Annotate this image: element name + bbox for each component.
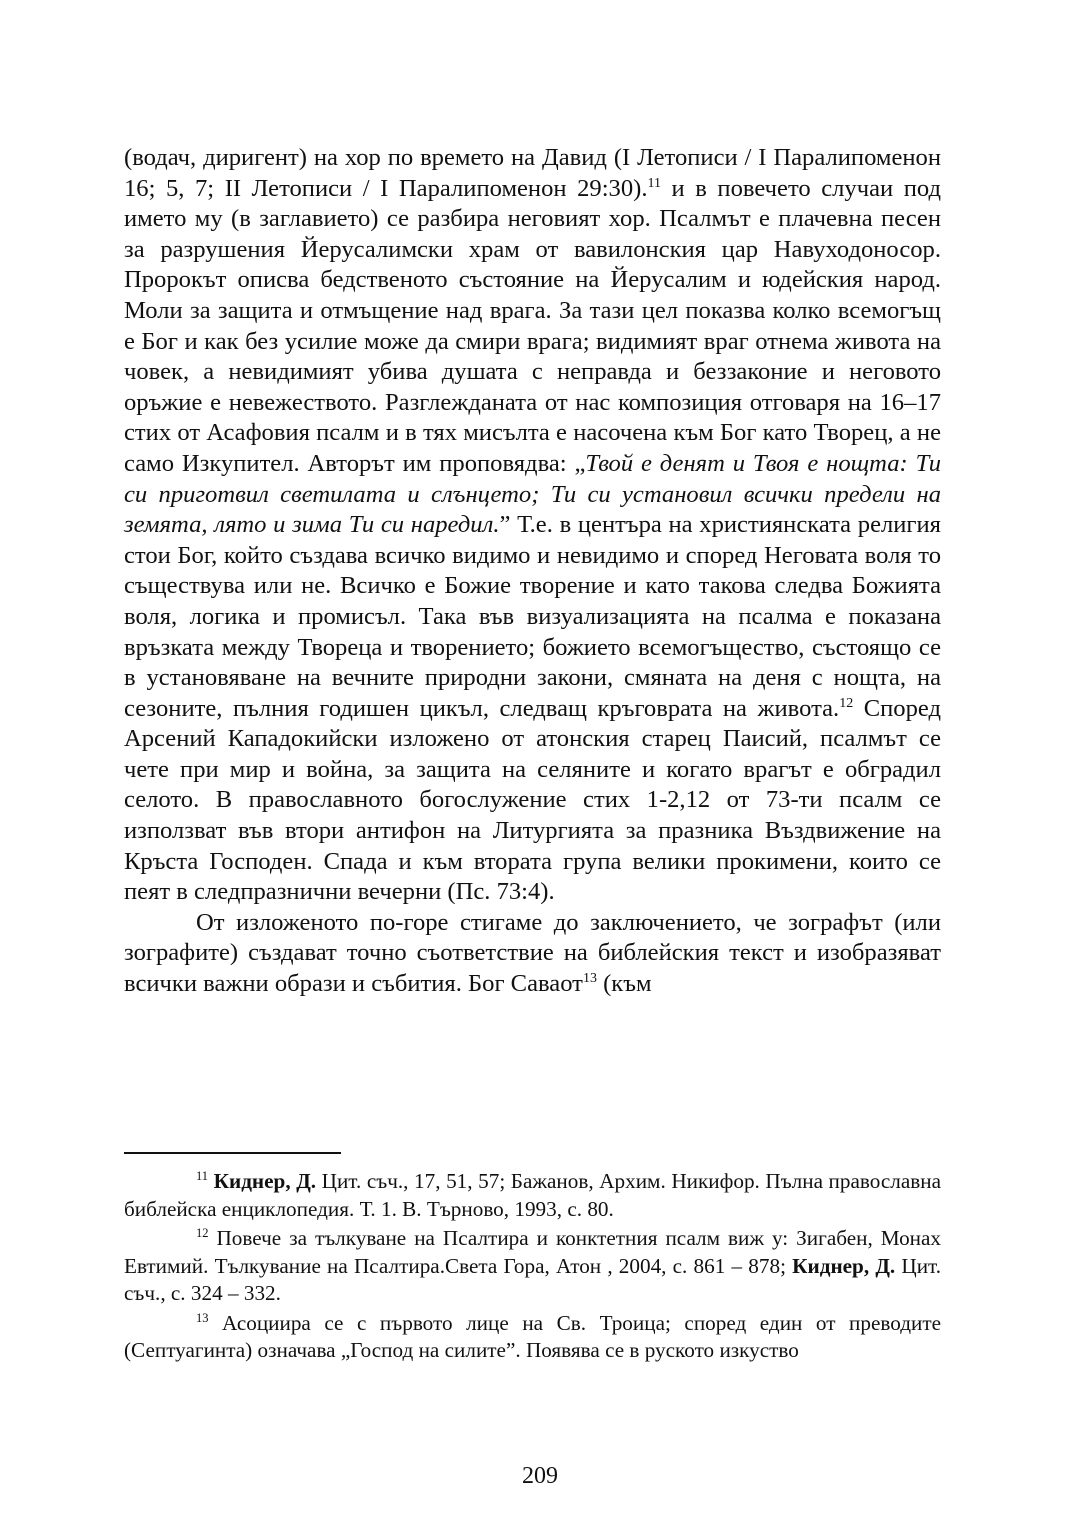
footnote-ref-13: 13 xyxy=(582,970,597,986)
psalm-quote: Твой е денят и Твоя е нощта: Ти си приготвил светилата и слънцето; Ти си установил всички предели на земята, лято и зима Ти си наредил. xyxy=(124,449,941,539)
page-number: 209 xyxy=(522,1463,558,1489)
footnote-12-text-end: Цит. съч., с. 324 – 332. xyxy=(124,1253,941,1305)
paragraph-2-text-a: От изложеното по-горе стигаме до заключението, че зографът (или зографите) създават точно съответствие на библейския текст и изобразяват всички важни образи и събития. Бог Саваот xyxy=(124,908,941,998)
paragraph-2-text-b: (към xyxy=(596,970,652,998)
footnote-13-number: 13 xyxy=(196,1310,209,1325)
footnote-11 xyxy=(124,1168,941,1223)
footnote-divider xyxy=(124,1152,341,1154)
paragraph-1-text-b: и в повечето случаи под името му (в заглавието) се разбира неговият хор. Псалмът е плачевна песен за разрушения Йерусалимски храм от вавилонския цар Навуходоносор. Пророкът описва бедственото състояние на Йерусалим и юдейския народ. Моли за защита и отмъщение над врага. За тази цел показва колко всемогъщ е Бог и как без усилие може да смири врага; видимият враг отнема живота на човек, а невидимият убива душата с неправда и беззаконие и неговото оръжие е невежеството. Разглежданата от нас композиция отговаря на 16–17 стих от Асафовия псалм и в тях мисълта е насочена към Бог като Творец, а не само Изкупител. Авторът им проповядва: „ xyxy=(124,174,941,477)
paragraph-1-text-d: Според Арсений Кападокийски изложено от атонския старец Паисий, псалмът се чете при мир и война, за защита на селяните и когато врагът е обградил селото. В православното богослужение стих 1-2,12 от 73-ти псалм се използват във втори антифон на Литургията за празника Въздвижение на Кръста Господен. Спада и към втората група велики прокимени, които се пеят в следпразнични вечерни (Пс. 73:4). xyxy=(124,694,941,906)
footnote-ref-12: 12 xyxy=(839,695,854,711)
footnote-11-author: Киднер, Д. xyxy=(213,1169,317,1193)
footnote-12 xyxy=(124,1225,941,1308)
paragraph-1 xyxy=(124,143,941,908)
footnote-12-number: 12 xyxy=(196,1225,209,1240)
footnote-11-number: 11 xyxy=(196,1168,209,1183)
footnote-11-text: Цит. съч., 17, 51, 57; Бажанов, Архим. Никифор. Пълна православна библейска енциклопедия. Т. 1. В. Търново, 1993, с. 80. xyxy=(124,1169,942,1221)
footnote-12-text: Повече за тълкуване на Псалтира и конктетния псалм виж у: Зигабен, Монах Евтимий. Тълкувание на Псалтира.Света Гора, Атон , 2004, с. 861 – 878; xyxy=(124,1226,941,1278)
paragraph-2 xyxy=(124,908,941,1000)
footnote-13 xyxy=(124,1310,941,1365)
footnote-ref-11: 11 xyxy=(647,175,661,191)
paragraph-1-text-c: ” Т.е. в центъра на християнската религия стои Бог, който създава всичко видимо и невидимо и според Неговата воля то съществува или не. Всичко е Божие творение и като такова следва Божията воля, логика и промисъл. Така във визуализацията на псалма е показана връзката между Твореца и творението; божието всемогъщество, състоящо се в установяване на вечните природни закони, смяната на деня с нощта, на сезоните, пълния годишен цикъл, следващ кръговрата на живота. xyxy=(124,511,941,722)
footnotes xyxy=(124,1168,941,1367)
main-text xyxy=(124,143,941,1000)
footnote-13-text: Асоциира се с първото лице на Св. Троица; според един от преводите (Септуагинта) означава „Господ на силите”. Появява се в руското изкуство xyxy=(124,1310,941,1362)
footnote-12-author: Киднер, Д. xyxy=(792,1253,896,1278)
paragraph-1-text-a: (водач, диригент) на хор по времето на Давид (I Летописи / I Паралипоменон 16; 5, 7; II Летописи / I Паралипоменон 29:30). xyxy=(124,144,941,202)
